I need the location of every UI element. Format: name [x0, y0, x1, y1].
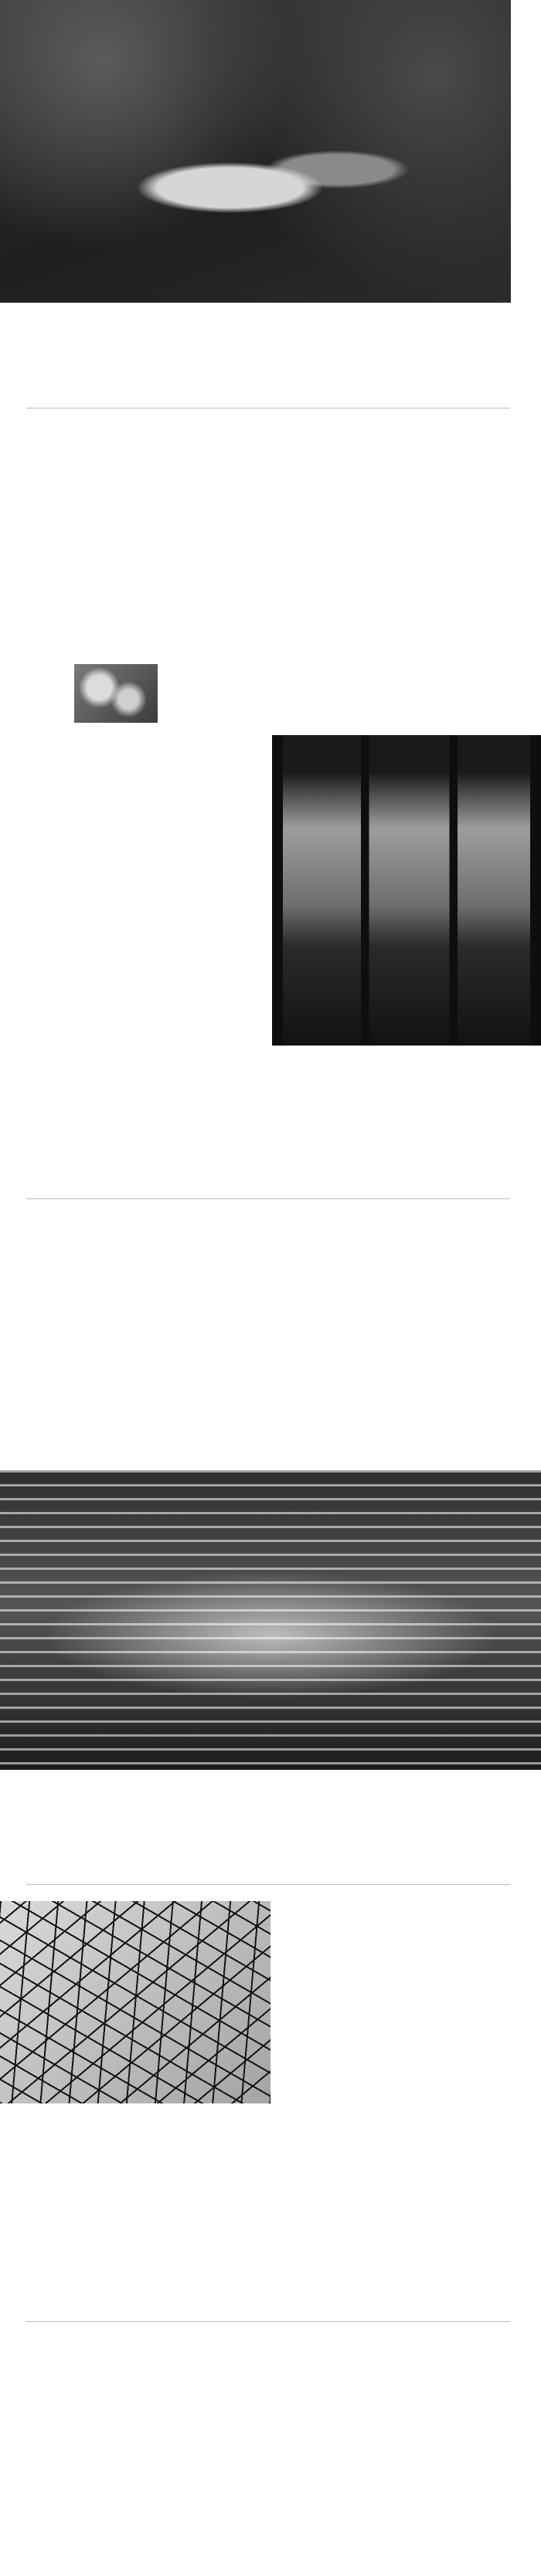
body-text-right: [288, 426, 496, 542]
cascade-waterfall-photo: [0, 1470, 541, 1770]
footnote-2: [410, 618, 506, 680]
heading-rule: [26, 2321, 510, 2322]
body-text-right: [288, 1904, 496, 2105]
body-text-right: [288, 1214, 496, 1294]
garden-aerial-photo: [0, 0, 511, 303]
rock-garden-photo: [74, 664, 158, 723]
body-text-left: [26, 2334, 252, 2488]
stone-paving-photo: [0, 1901, 270, 2103]
footnote-1: [288, 618, 396, 710]
body-text-left: [26, 1214, 252, 1334]
window-view-photo: [272, 735, 541, 1046]
body-text-left: [26, 426, 252, 619]
heading-rule: [26, 1198, 510, 1199]
body-text-left: [70, 786, 247, 917]
heading-rule: [26, 1884, 510, 1885]
body-text-right: [288, 2334, 496, 2403]
